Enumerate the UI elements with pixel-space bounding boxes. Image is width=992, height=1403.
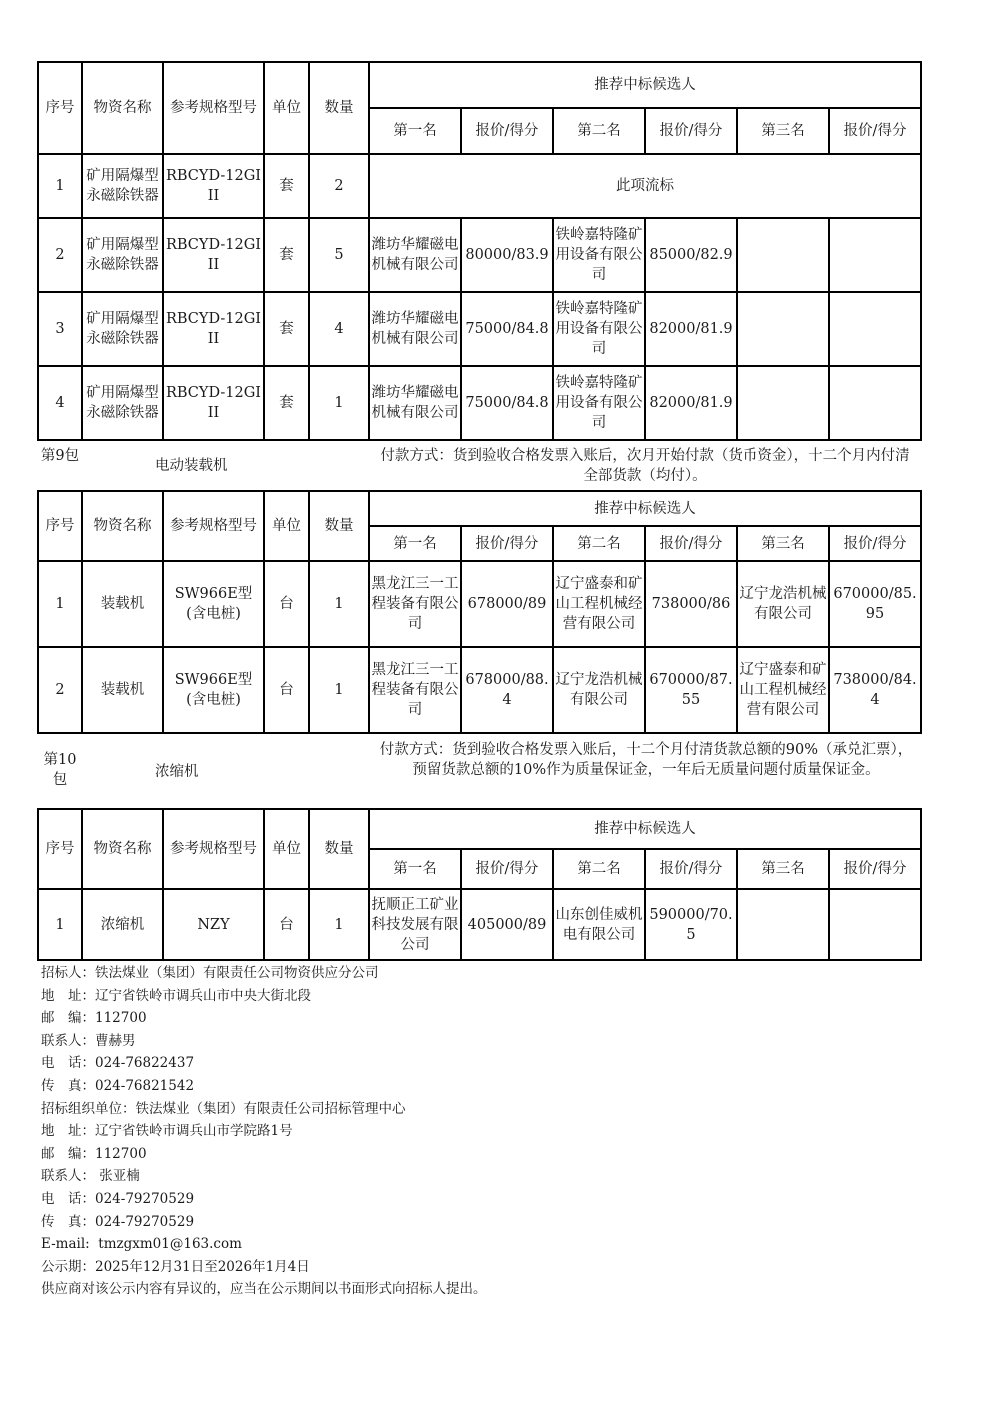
cell-first: 潍坊华耀磁电机械有限公司 bbox=[369, 366, 461, 440]
cell-unit: 套 bbox=[264, 366, 309, 440]
agency-postcode: 邮 编：112700 bbox=[41, 1145, 147, 1162]
col-second: 第二名 bbox=[553, 849, 645, 889]
col-unit: 单位 bbox=[264, 62, 309, 154]
cell-spec: RBCYD-12GIII bbox=[163, 292, 264, 366]
cell-third bbox=[737, 366, 829, 440]
cell-second-score: 670000/87.55 bbox=[645, 647, 737, 733]
cell-second: 铁岭嘉特隆矿用设备有限公司 bbox=[553, 366, 645, 440]
col-spec: 参考规格型号 bbox=[163, 62, 264, 154]
table-package-8 bbox=[37, 61, 922, 441]
cell-seq: 2 bbox=[38, 647, 82, 733]
agency-address: 地 址：辽宁省铁岭市调兵山市学院路1号 bbox=[41, 1123, 293, 1140]
table-row bbox=[38, 647, 921, 733]
package-10-number: 第10包 bbox=[43, 752, 77, 788]
cell-second-score: 82000/81.9 bbox=[645, 366, 737, 440]
cell-name: 装载机 bbox=[82, 647, 163, 733]
cell-spec: SW966E型(含电桩) bbox=[163, 561, 264, 647]
cell-second-score: 590000/70.5 bbox=[645, 889, 737, 960]
header-row bbox=[38, 809, 921, 849]
col-third-score: 报价/得分 bbox=[829, 849, 921, 889]
table-row bbox=[38, 154, 921, 218]
col-second-score: 报价/得分 bbox=[645, 526, 737, 561]
col-name: 物资名称 bbox=[82, 491, 163, 561]
col-first: 第一名 bbox=[369, 526, 461, 561]
cell-first: 黑龙江三一工程装备有限公司 bbox=[369, 647, 461, 733]
col-seq: 序号 bbox=[38, 62, 82, 154]
col-first: 第一名 bbox=[369, 849, 461, 889]
cell-name: 矿用隔爆型永磁除铁器 bbox=[82, 366, 163, 440]
cell-name: 矿用隔爆型永磁除铁器 bbox=[82, 218, 163, 292]
col-seq: 序号 bbox=[38, 809, 82, 889]
col-unit: 单位 bbox=[264, 491, 309, 561]
cell-third-score: 738000/84.4 bbox=[829, 647, 921, 733]
agency-contact: 联系人： 张亚楠 bbox=[41, 1168, 140, 1185]
cell-spec: SW966E型(含电桩) bbox=[163, 647, 264, 733]
cell-first-score: 80000/83.9 bbox=[461, 218, 553, 292]
cell-unit: 台 bbox=[264, 647, 309, 733]
cell-name: 矿用隔爆型永磁除铁器 bbox=[82, 154, 163, 218]
cell-third-score bbox=[829, 218, 921, 292]
cell-qty: 2 bbox=[309, 154, 369, 218]
col-first-score: 报价/得分 bbox=[461, 526, 553, 561]
table-row bbox=[38, 561, 921, 647]
package-10-payment: 付款方式：货到验收合格发票入账后，十二个月付清货款总额的90%（承兑汇票），预留货款总额的10%作为质量保证金，一年后无质量问题付质量保证金。 bbox=[379, 742, 913, 778]
cell-unit: 套 bbox=[264, 218, 309, 292]
cell-name: 浓缩机 bbox=[82, 889, 163, 960]
cell-first-score: 678000/88.4 bbox=[461, 647, 553, 733]
table-row bbox=[38, 366, 921, 440]
cell-spec: RBCYD-12GIII bbox=[163, 218, 264, 292]
col-spec: 参考规格型号 bbox=[163, 491, 264, 561]
cell-seq: 1 bbox=[38, 889, 82, 960]
package-9-payment: 付款方式：货到验收合格发票入账后，次月开始付款（货币资金），十二个月内付清全部货款（均付）。 bbox=[380, 448, 910, 484]
cell-seq: 4 bbox=[38, 366, 82, 440]
cell-first-score: 75000/84.8 bbox=[461, 292, 553, 366]
cell-third-score bbox=[829, 889, 921, 960]
cell-second: 山东创佳威机电有限公司 bbox=[553, 889, 645, 960]
cell-first-score: 405000/89 bbox=[461, 889, 553, 960]
col-second: 第二名 bbox=[553, 108, 645, 154]
cell-third-score bbox=[829, 366, 921, 440]
agency-fax: 传 真：024-79270529 bbox=[41, 1213, 195, 1230]
cell-third-score bbox=[829, 292, 921, 366]
cell-second: 铁岭嘉特隆矿用设备有限公司 bbox=[553, 218, 645, 292]
cell-name: 装载机 bbox=[82, 561, 163, 647]
table-package-9 bbox=[37, 490, 922, 734]
col-first-score: 报价/得分 bbox=[461, 108, 553, 154]
col-third-score: 报价/得分 bbox=[829, 108, 921, 154]
cell-first: 黑龙江三一工程装备有限公司 bbox=[369, 561, 461, 647]
col-third: 第三名 bbox=[737, 526, 829, 561]
col-first-score: 报价/得分 bbox=[461, 849, 553, 889]
table-row bbox=[38, 218, 921, 292]
tenderer-phone: 电 话：024-76822437 bbox=[41, 1055, 195, 1072]
cell-qty: 1 bbox=[309, 889, 369, 960]
cell-first-score: 75000/84.8 bbox=[461, 366, 553, 440]
objection-note: 供应商对该公示内容有异议的，应当在公示期间以书面形式向招标人提出。 bbox=[41, 1281, 487, 1298]
col-seq: 序号 bbox=[38, 491, 82, 561]
table-row bbox=[38, 889, 921, 960]
col-qty: 数量 bbox=[309, 809, 369, 889]
agency-phone: 电 话：024-79270529 bbox=[41, 1190, 195, 1207]
tenderer-contact: 联系人：曹赫男 bbox=[41, 1032, 136, 1049]
cell-spec: NZY bbox=[163, 889, 264, 960]
tenderer-address: 地 址：辽宁省铁岭市调兵山市中央大街北段 bbox=[41, 987, 311, 1004]
contact-info bbox=[41, 962, 487, 1301]
col-spec: 参考规格型号 bbox=[163, 809, 264, 889]
cell-unit: 套 bbox=[264, 154, 309, 218]
tenderer-fax: 传 真：024-76821542 bbox=[41, 1077, 195, 1094]
header-row bbox=[38, 491, 921, 526]
cell-first: 潍坊华耀磁电机械有限公司 bbox=[369, 292, 461, 366]
tenderer-postcode: 邮 编：112700 bbox=[41, 1010, 147, 1027]
tenderer-line: 招标人：铁法煤业（集团）有限责任公司物资供应分公司 bbox=[41, 965, 379, 981]
cell-third bbox=[737, 292, 829, 366]
cell-name: 矿用隔爆型永磁除铁器 bbox=[82, 292, 163, 366]
cell-seq: 1 bbox=[38, 154, 82, 218]
cell-qty: 5 bbox=[309, 218, 369, 292]
cell-spec: RBCYD-12GIII bbox=[163, 366, 264, 440]
col-second-score: 报价/得分 bbox=[645, 108, 737, 154]
col-qty: 数量 bbox=[309, 491, 369, 561]
cell-seq: 2 bbox=[38, 218, 82, 292]
package-10-name: 浓缩机 bbox=[155, 764, 199, 780]
col-candidates: 推荐中标候选人 bbox=[369, 809, 921, 849]
col-name: 物资名称 bbox=[82, 809, 163, 889]
cell-second: 辽宁盛泰和矿山工程机械经营有限公司 bbox=[553, 561, 645, 647]
package-9-name: 电动装载机 bbox=[155, 458, 228, 474]
col-second: 第二名 bbox=[553, 526, 645, 561]
col-second-score: 报价/得分 bbox=[645, 849, 737, 889]
cell-unit: 台 bbox=[264, 889, 309, 960]
cell-second: 辽宁龙浩机械有限公司 bbox=[553, 647, 645, 733]
col-name: 物资名称 bbox=[82, 62, 163, 154]
cell-spec: RBCYD-12GIII bbox=[163, 154, 264, 218]
cell-first: 抚顺正工矿业科技发展有限公司 bbox=[369, 889, 461, 960]
cell-unit: 台 bbox=[264, 561, 309, 647]
cell-second-score: 85000/82.9 bbox=[645, 218, 737, 292]
package-9-info bbox=[37, 446, 920, 486]
agency-line: 招标组织单位：铁法煤业（集团）有限责任公司招标管理中心 bbox=[41, 1100, 406, 1117]
col-unit: 单位 bbox=[264, 809, 309, 889]
cell-qty: 1 bbox=[309, 366, 369, 440]
cell-third bbox=[737, 889, 829, 960]
cell-second: 铁岭嘉特隆矿用设备有限公司 bbox=[553, 292, 645, 366]
cell-second-score: 82000/81.9 bbox=[645, 292, 737, 366]
cell-failed-note: 此项流标 bbox=[369, 154, 921, 218]
cell-third: 辽宁盛泰和矿山工程机械经营有限公司 bbox=[737, 647, 829, 733]
cell-second-score: 738000/86 bbox=[645, 561, 737, 647]
col-third: 第三名 bbox=[737, 108, 829, 154]
table-row bbox=[38, 292, 921, 366]
col-qty: 数量 bbox=[309, 62, 369, 154]
col-candidates: 推荐中标候选人 bbox=[369, 62, 921, 108]
publicity-period: 公示期：2025年12月31日至2026年1月4日 bbox=[41, 1258, 310, 1275]
cell-third: 辽宁龙浩机械有限公司 bbox=[737, 561, 829, 647]
cell-first-score: 678000/89 bbox=[461, 561, 553, 647]
package-10-info bbox=[37, 740, 920, 802]
agency-email: E-mail: tmzgxm01@163.com bbox=[41, 1236, 242, 1253]
col-third-score: 报价/得分 bbox=[829, 526, 921, 561]
col-candidates: 推荐中标候选人 bbox=[369, 491, 921, 526]
cell-unit: 套 bbox=[264, 292, 309, 366]
table-package-10 bbox=[37, 808, 922, 961]
cell-qty: 1 bbox=[309, 647, 369, 733]
cell-seq: 1 bbox=[38, 561, 82, 647]
package-9-number: 第9包 bbox=[40, 448, 80, 464]
col-first: 第一名 bbox=[369, 108, 461, 154]
cell-seq: 3 bbox=[38, 292, 82, 366]
cell-qty: 4 bbox=[309, 292, 369, 366]
cell-third-score: 670000/85.95 bbox=[829, 561, 921, 647]
cell-third bbox=[737, 218, 829, 292]
cell-qty: 1 bbox=[309, 561, 369, 647]
cell-first: 潍坊华耀磁电机械有限公司 bbox=[369, 218, 461, 292]
col-third: 第三名 bbox=[737, 849, 829, 889]
header-row bbox=[38, 62, 921, 108]
